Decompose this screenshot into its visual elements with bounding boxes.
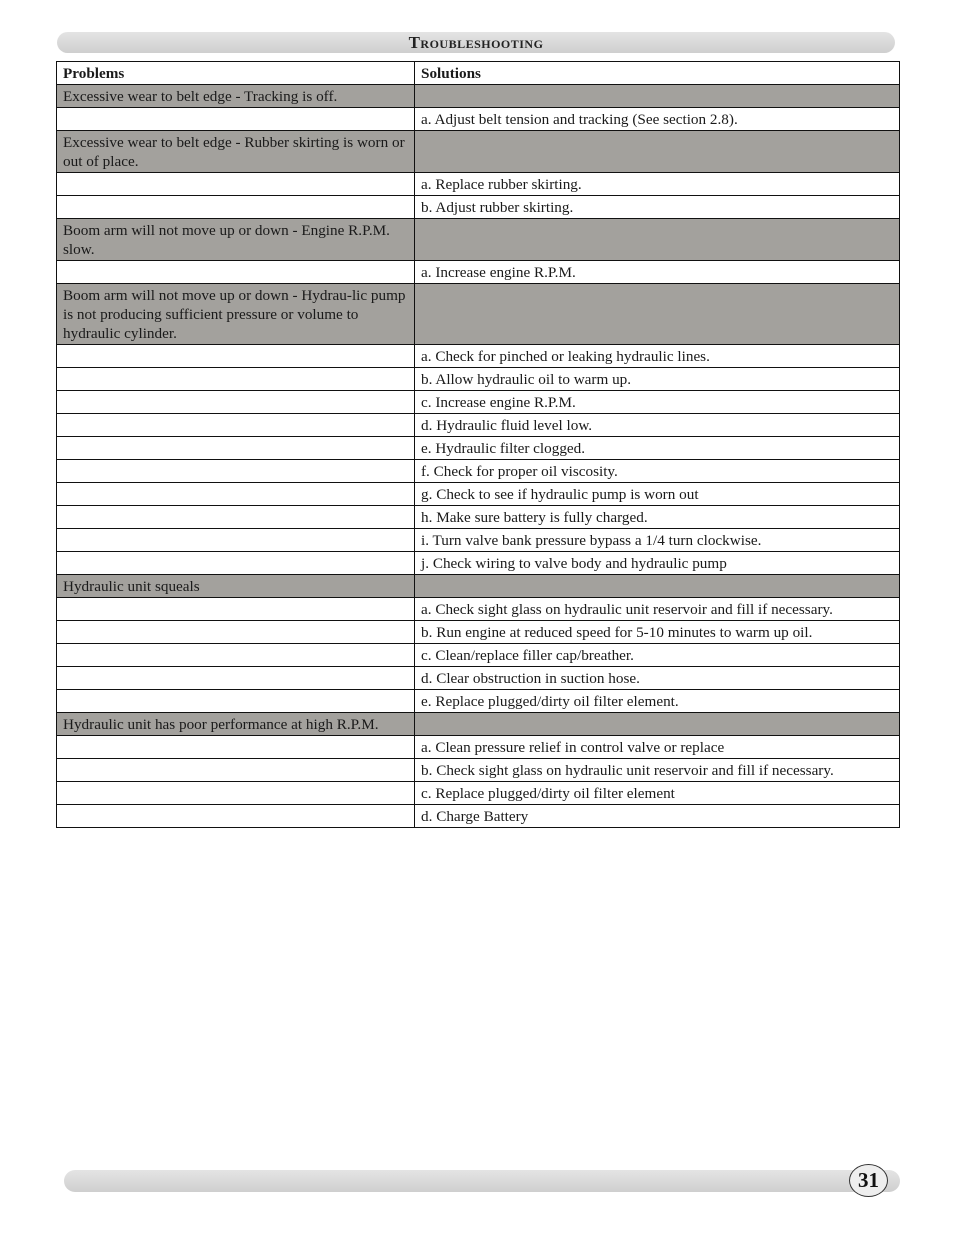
solution-problem-empty-cell <box>57 529 415 552</box>
solution-row <box>57 108 900 131</box>
problem-solution-empty-cell <box>415 575 900 598</box>
solution-problem-empty-cell <box>57 391 415 414</box>
problem-solution-empty-cell <box>415 85 900 108</box>
solution-problem-empty-cell <box>57 173 415 196</box>
solution-problem-empty-cell <box>57 552 415 575</box>
problem-cell: Hydraulic unit squeals <box>57 575 415 598</box>
solution-problem-empty-cell <box>57 805 415 828</box>
solution-row <box>57 690 900 713</box>
solution-cell: g. Check to see if hydraulic pump is worn out <box>415 483 900 506</box>
column-header-problems: Problems <box>57 62 415 85</box>
solution-problem-empty-cell <box>57 598 415 621</box>
solution-row <box>57 552 900 575</box>
page-number: 31 <box>849 1164 888 1197</box>
problem-solution-empty-cell <box>415 713 900 736</box>
solution-cell: b. Allow hydraulic oil to warm up. <box>415 368 900 391</box>
solution-cell: a. Replace rubber skirting. <box>415 173 900 196</box>
solution-cell: a. Clean pressure relief in control valve or replace <box>415 736 900 759</box>
solution-problem-empty-cell <box>57 483 415 506</box>
solution-row <box>57 345 900 368</box>
problem-solution-empty-cell <box>415 284 900 345</box>
solution-row <box>57 644 900 667</box>
solution-row <box>57 437 900 460</box>
solution-cell: e. Replace plugged/dirty oil filter element. <box>415 690 900 713</box>
solution-row <box>57 460 900 483</box>
column-header-solutions: Solutions <box>415 62 900 85</box>
solution-problem-empty-cell <box>57 782 415 805</box>
solution-problem-empty-cell <box>57 759 415 782</box>
solution-problem-empty-cell <box>57 460 415 483</box>
solution-problem-empty-cell <box>57 621 415 644</box>
solution-problem-empty-cell <box>57 261 415 284</box>
problem-row <box>57 85 900 108</box>
solution-row <box>57 782 900 805</box>
solution-cell: d. Hydraulic fluid level low. <box>415 414 900 437</box>
solution-row <box>57 391 900 414</box>
solution-row <box>57 759 900 782</box>
problem-cell: Excessive wear to belt edge - Rubber skirting is worn or out of place. <box>57 131 415 173</box>
problem-cell: Boom arm will not move up or down - Hydrau-lic pump is not producing sufficient pressure or volume to hydraulic cylinder. <box>57 284 415 345</box>
problem-solution-empty-cell <box>415 219 900 261</box>
solution-row <box>57 529 900 552</box>
footer-bar <box>64 1170 900 1192</box>
solution-row <box>57 598 900 621</box>
solution-problem-empty-cell <box>57 437 415 460</box>
solution-problem-empty-cell <box>57 196 415 219</box>
solution-cell: a. Increase engine R.P.M. <box>415 261 900 284</box>
solution-problem-empty-cell <box>57 667 415 690</box>
problem-row <box>57 575 900 598</box>
troubleshooting-table <box>56 61 900 828</box>
solution-cell: c. Replace plugged/dirty oil filter element <box>415 782 900 805</box>
table-body <box>57 85 900 828</box>
problem-cell: Excessive wear to belt edge - Tracking is off. <box>57 85 415 108</box>
solution-cell: a. Check sight glass on hydraulic unit reservoir and fill if necessary. <box>415 598 900 621</box>
problem-solution-empty-cell <box>415 131 900 173</box>
solution-cell: a. Check for pinched or leaking hydraulic lines. <box>415 345 900 368</box>
solution-row <box>57 805 900 828</box>
problem-cell: Hydraulic unit has poor performance at high R.P.M. <box>57 713 415 736</box>
solution-problem-empty-cell <box>57 736 415 759</box>
solution-problem-empty-cell <box>57 506 415 529</box>
solution-cell: b. Check sight glass on hydraulic unit reservoir and fill if necessary. <box>415 759 900 782</box>
solution-row <box>57 483 900 506</box>
problem-row <box>57 284 900 345</box>
solution-cell: e. Hydraulic filter clogged. <box>415 437 900 460</box>
solution-problem-empty-cell <box>57 414 415 437</box>
problem-row <box>57 219 900 261</box>
solution-cell: b. Run engine at reduced speed for 5-10 minutes to warm up oil. <box>415 621 900 644</box>
solution-row <box>57 621 900 644</box>
solution-row <box>57 261 900 284</box>
solution-row <box>57 368 900 391</box>
problem-row <box>57 713 900 736</box>
solution-cell: f. Check for proper oil viscosity. <box>415 460 900 483</box>
section-header-bar <box>57 32 895 53</box>
solution-problem-empty-cell <box>57 345 415 368</box>
solution-cell: c. Increase engine R.P.M. <box>415 391 900 414</box>
solution-cell: b. Adjust rubber skirting. <box>415 196 900 219</box>
section-title: Troubleshooting <box>408 33 544 52</box>
solution-cell: a. Adjust belt tension and tracking (See section 2.8). <box>415 108 900 131</box>
solution-cell: h. Make sure battery is fully charged. <box>415 506 900 529</box>
solution-problem-empty-cell <box>57 368 415 391</box>
solution-problem-empty-cell <box>57 644 415 667</box>
solution-cell: i. Turn valve bank pressure bypass a 1/4 turn clockwise. <box>415 529 900 552</box>
solution-row <box>57 667 900 690</box>
solution-row <box>57 736 900 759</box>
solution-problem-empty-cell <box>57 108 415 131</box>
solution-cell: d. Charge Battery <box>415 805 900 828</box>
solution-cell: j. Check wiring to valve body and hydraulic pump <box>415 552 900 575</box>
solution-row <box>57 196 900 219</box>
problem-cell: Boom arm will not move up or down - Engine R.P.M. slow. <box>57 219 415 261</box>
table-header-row <box>57 62 900 85</box>
problem-row <box>57 131 900 173</box>
solution-row <box>57 414 900 437</box>
solution-row <box>57 173 900 196</box>
solution-problem-empty-cell <box>57 690 415 713</box>
solution-row <box>57 506 900 529</box>
solution-cell: d. Clear obstruction in suction hose. <box>415 667 900 690</box>
solution-cell: c. Clean/replace filler cap/breather. <box>415 644 900 667</box>
